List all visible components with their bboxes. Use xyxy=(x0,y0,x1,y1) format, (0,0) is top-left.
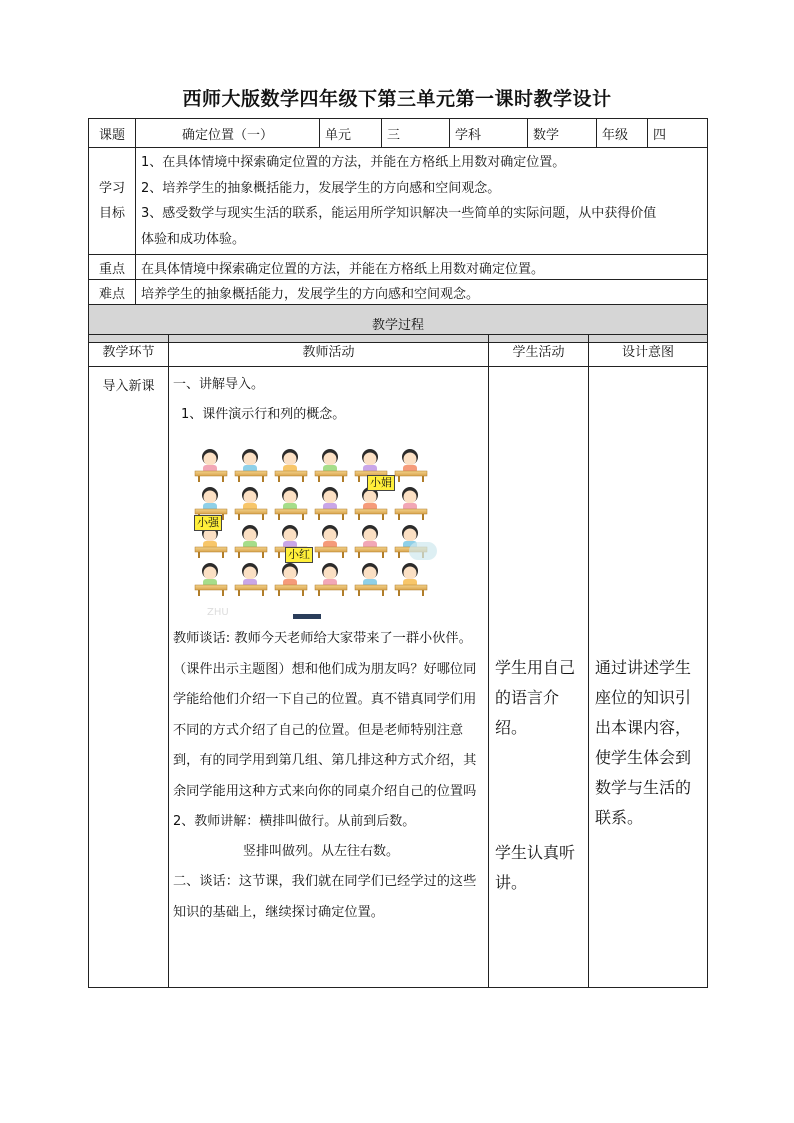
classroom-illustration xyxy=(189,444,437,620)
teacher-activity-cell xyxy=(169,367,489,988)
col-student: 学生活动 xyxy=(489,335,589,367)
info-table xyxy=(88,118,708,343)
difficulty-label: 难点 xyxy=(89,280,136,305)
key-point-text: 在具体情境中探索确定位置的方法，并能在方格纸上用数对确定位置。 xyxy=(136,255,708,280)
student-figure xyxy=(315,487,347,520)
topic-label: 课题 xyxy=(89,119,136,148)
student-figure xyxy=(315,449,347,482)
classroom-seating-image xyxy=(189,444,437,620)
teacher-part2: 二、谈话：这节课，我们就在同学们已经学过的这些知识的基础上，继续探讨确定位置。 xyxy=(173,874,477,920)
student-figure xyxy=(235,525,267,558)
objective-item: 1、在具体情境中探索确定位置的方法，并能在方格纸上用数对确定位置。 xyxy=(141,155,566,170)
page-title: 西师大版数学四年级下第三单元第一课时教学设计 xyxy=(182,88,612,110)
student-figure xyxy=(195,449,227,482)
objective-item: 2、培养学生的抽象概括能力，发展学生的方向感和空间观念。 xyxy=(141,180,501,196)
objective-item: 3、感受数学与现实生活的联系，能运用所学知识解决一些简单的实际问题，从中获得价值 xyxy=(141,206,657,221)
objectives-label xyxy=(89,148,136,255)
objectives-text xyxy=(136,148,708,255)
col-intent: 设计意图 xyxy=(589,335,708,367)
student-figure xyxy=(355,563,387,596)
student-figure xyxy=(355,525,387,558)
objectives-label-line1: 学习 xyxy=(98,181,125,196)
student-figure xyxy=(235,487,267,520)
subject-label: 学科 xyxy=(450,119,528,148)
process-header: 教学过程 xyxy=(89,305,708,343)
topic-value: 确定位置（一） xyxy=(136,119,320,148)
grade-label: 年级 xyxy=(597,119,648,148)
student-figure xyxy=(275,449,307,482)
student-figure xyxy=(195,563,227,596)
unit-label: 单元 xyxy=(320,119,382,148)
student-figure xyxy=(315,525,347,558)
objective-item: 体验和成功体验。 xyxy=(141,231,246,247)
student-figure xyxy=(235,449,267,482)
student-figure xyxy=(395,487,427,520)
stage-cell: 导入新课 xyxy=(89,367,169,988)
teacher-sub1: 1、课件演示行和列的概念。 xyxy=(181,407,346,422)
student-figure xyxy=(275,563,307,596)
label-xiaohong: 小红 xyxy=(285,547,313,563)
student-figure xyxy=(395,449,427,482)
objectives-label-line2: 目标 xyxy=(98,206,125,221)
svg-text:ZHU: ZHU xyxy=(207,607,229,618)
student-activity-2: 学生认真听讲。 xyxy=(495,843,576,892)
label-xiaoqiang: 小强 xyxy=(194,515,222,531)
subject-value: 数学 xyxy=(528,119,597,148)
student-figure xyxy=(275,487,307,520)
student-activity-1: 学生用自己的语言介绍。 xyxy=(495,658,576,737)
design-intent: 通过讲述学生座位的知识引出本课内容，使学生体会到数学与生活的联系。 xyxy=(595,658,692,827)
key-point-label: 重点 xyxy=(89,255,136,280)
student-figure xyxy=(355,487,387,520)
teacher-sub2b: 竖排叫做列。从左往右数。 xyxy=(243,844,400,859)
col-stage: 教学环节 xyxy=(89,335,169,367)
teacher-talk: 教师谈话: 教师今天老师给大家带来了一群小伙伴。（课件出示主题图）想和他们成为朋友吗？好哪位同学能给他们介绍一下自己的位置。真不错真同学们用不同的方式介绍了自己的位置。但是老师特别注意到，有的同学用到第几组、第几排这种方式介绍，其余同学能用这种方式来向你的同桌介绍自己的位置吗 xyxy=(173,631,477,799)
student-figure xyxy=(395,563,427,596)
student-figure xyxy=(315,563,347,596)
difficulty-text: 培养学生的抽象概括能力，发展学生的方向感和空间观念。 xyxy=(136,280,708,305)
label-xiaojuan: 小娟 xyxy=(367,475,395,491)
student-figure xyxy=(235,563,267,596)
grade-value: 四 xyxy=(648,119,708,148)
teacher-sub2: 2、教师讲解：横排叫做行。从前到后数。 xyxy=(173,814,416,829)
col-teacher: 教师活动 xyxy=(169,335,489,367)
teacher-heading: 一、讲解导入。 xyxy=(173,377,265,392)
unit-value: 三 xyxy=(382,119,450,148)
